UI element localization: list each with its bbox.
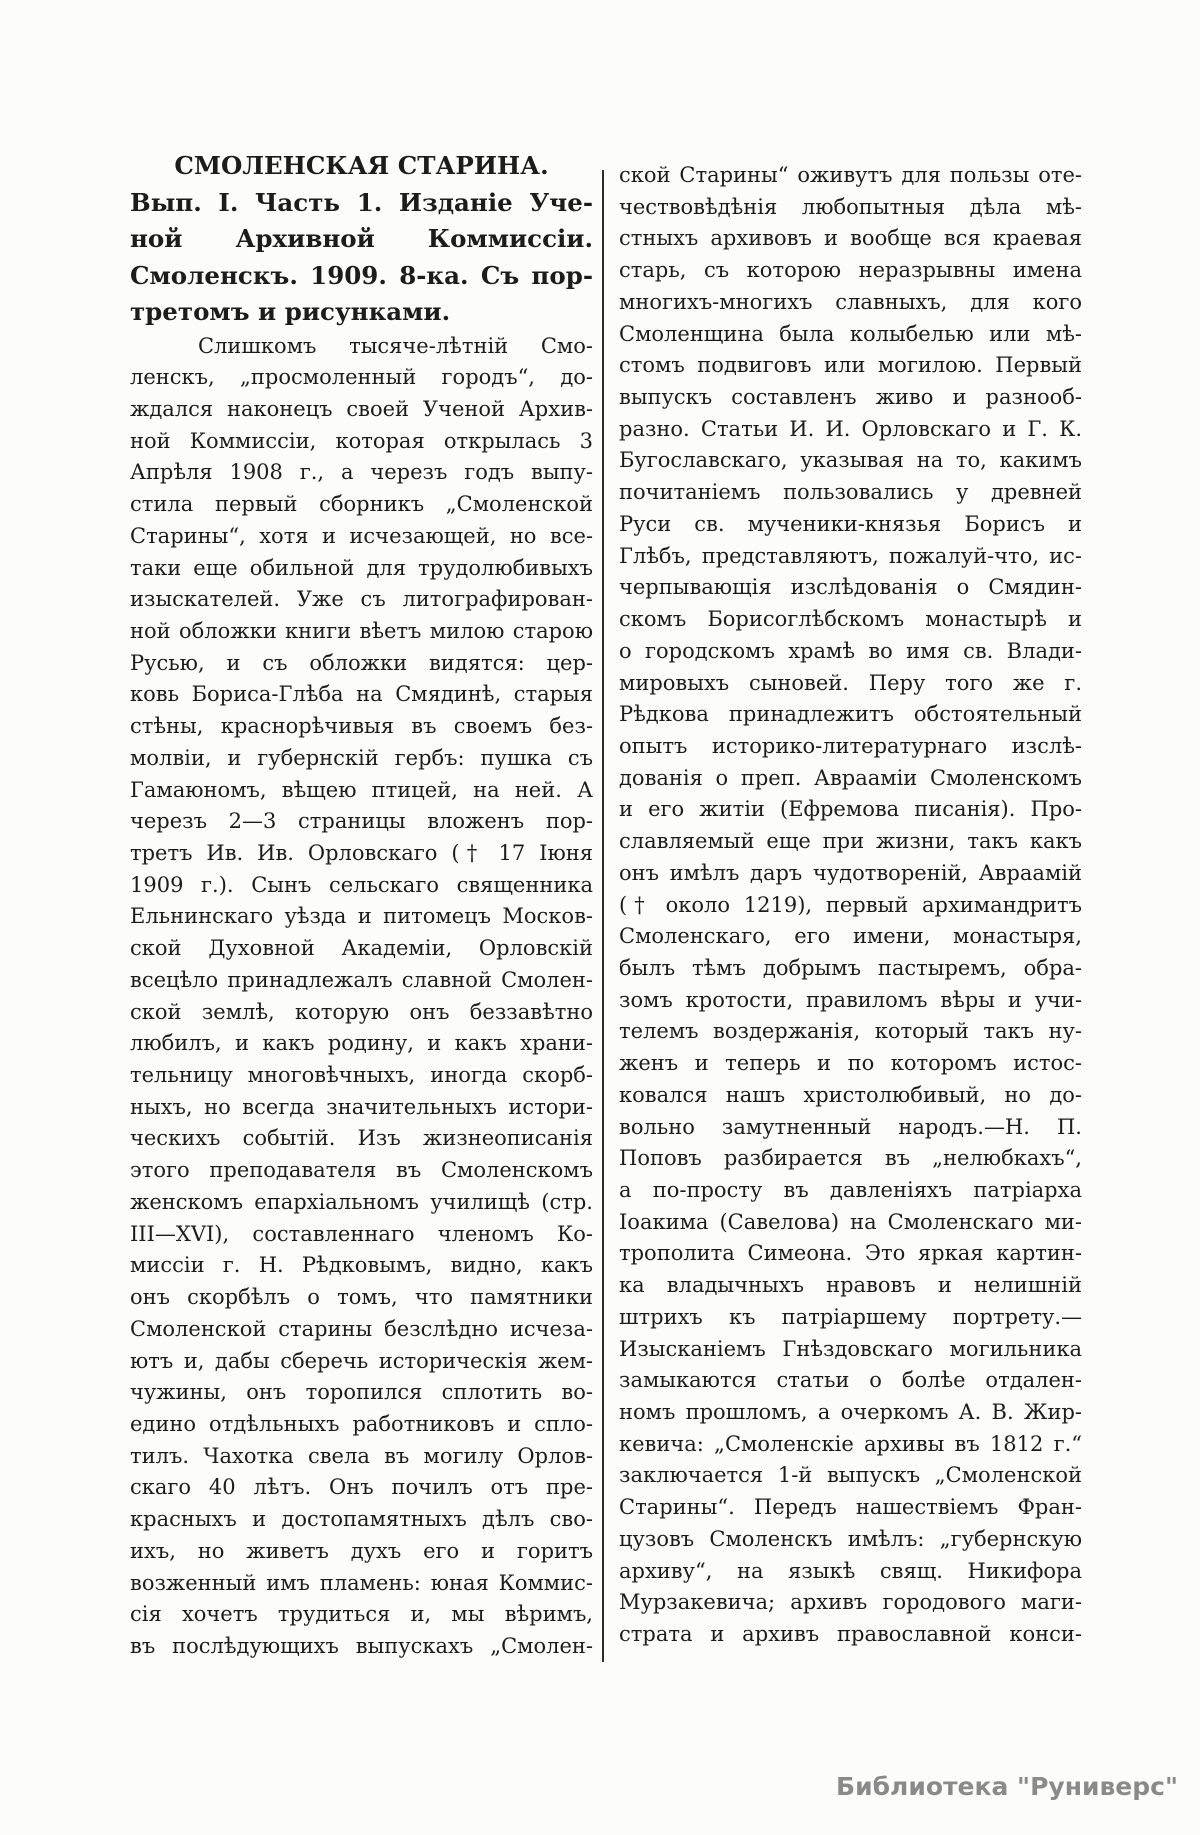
text-line: чествовѣдѣнія любопытныя дѣла мѣ- — [619, 194, 1082, 219]
left-column-text — [130, 331, 593, 1663]
text-line: многихъ-многихъ славныхъ, для кого — [619, 289, 1082, 314]
text-line: Русью, и съ обложки видятся: цер- — [130, 650, 593, 675]
text-line: опытъ историко-литературнаго изслѣ- — [619, 733, 1082, 758]
text-line: стѣны, краснорѣчивыя въ своемъ без- — [130, 714, 593, 739]
text-line: ждался наконецъ своей Ученой Архив- — [130, 396, 593, 421]
text-line: ной обложки книги вѣетъ милою старою — [130, 618, 593, 643]
text-line: чужины, онъ торопился сплотить во- — [130, 1380, 593, 1405]
text-line: ной Коммиссіи, которая открылась 3 — [130, 428, 593, 453]
text-line: Смоленскаго, его имени, монастыря, — [619, 924, 1082, 949]
text-line: Рѣдкова принадлежитъ обстоятельный — [619, 702, 1082, 727]
text-line: ковался нашъ христолюбивый, но до- — [619, 1082, 1082, 1107]
text-line: ка владычныхъ нравовъ и нелишній — [619, 1273, 1082, 1298]
text-line: третомъ и рисунками. — [130, 297, 451, 326]
text-line: ютъ и, дабы сберечь историческія жем- — [130, 1348, 593, 1373]
text-line: красныхъ и достопамятныхъ дѣлъ сво- — [130, 1507, 593, 1532]
text-line: ческихъ событій. Изъ жизнеописанія — [130, 1126, 593, 1151]
text-line: вольно замутненный народъ.—Н. П. — [619, 1114, 1082, 1139]
book-title-heading — [130, 148, 593, 331]
text-line: женскомъ епархіальномъ училищѣ (стр. — [130, 1189, 593, 1214]
text-line: разно. Статьи И. И. Орловскаго и Г. К. — [619, 416, 1082, 441]
text-line: ской Старины“ оживутъ для пользы оте- — [619, 163, 1082, 187]
text-line: дованія о преп. Аврааміи Смоленскомъ — [619, 765, 1082, 790]
text-line: Мурзакевича; архивъ городового маги- — [619, 1590, 1082, 1615]
text-line: сія хочетъ трудиться и, мы вѣримъ, — [130, 1602, 593, 1627]
text-line: телемъ воздержанія, который такъ ну- — [619, 1019, 1082, 1044]
text-line: ныхъ, но всегда значительныхъ истори- — [130, 1094, 593, 1119]
text-line: номъ прошломъ, а очеркомъ А. В. Жир- — [619, 1400, 1082, 1425]
text-line: Поповъ разбирается въ „нелюбкахъ“, — [619, 1146, 1082, 1171]
text-line: Смоленщина была колыбелью или мѣ- — [619, 321, 1082, 346]
text-line: женъ и теперь и по которомъ истос- — [619, 1051, 1082, 1076]
text-line: Бугославскаго, указывая на то, какимъ — [619, 448, 1082, 473]
text-line: тилъ. Чахотка свела въ могилу Орлов- — [130, 1443, 593, 1468]
text-line: едино отдѣльныхъ работниковъ и спло- — [130, 1411, 593, 1436]
text-line: о городскомъ храмѣ во имя св. Влади- — [619, 638, 1082, 663]
text-line: скомъ Борисоглѣбскомъ монастырѣ и — [619, 607, 1082, 632]
text-line: черезъ 2—3 страницы вложенъ пор- — [130, 809, 593, 834]
text-line: третъ Ив. Ив. Орловскаго († 17 Іюня — [130, 841, 593, 865]
text-line: 1909 г.). Сынъ сельскаго священника — [130, 872, 593, 897]
text-line: выпускъ составленъ живо и разнооб- — [619, 385, 1082, 410]
text-line: ихъ, но живетъ духъ его и горитъ — [130, 1538, 593, 1563]
text-line: скаго 40 лѣтъ. Онъ почилъ отъ пре- — [130, 1475, 593, 1500]
text-line: мировыхъ сыновей. Перу того же г. — [619, 670, 1082, 695]
text-line: Изысканіемъ Гнѣздовскаго могильника — [619, 1336, 1082, 1361]
text-line: Апрѣля 1908 г., а черезъ годъ выпу- — [130, 460, 593, 485]
text-line: зомъ кротости, правиломъ вѣры и учи- — [619, 987, 1082, 1012]
text-line: штрихъ къ патріаршему портрету.— — [619, 1304, 1082, 1329]
text-line: черпывающія изслѣдованія о Смядин- — [619, 575, 1082, 600]
text-line: Глѣбъ, представляютъ, пожалуй-что, ис- — [619, 543, 1082, 568]
right-column-text — [619, 160, 1082, 1651]
text-line: Слишкомъ тысяче-лѣтній Смо- — [198, 333, 593, 358]
text-line: возженный имъ пламень: юная Коммис- — [130, 1570, 593, 1595]
text-line: Руси св. мученики-князья Борисъ и — [619, 511, 1082, 536]
text-line: Старины“, хотя и исчезающей, но все- — [130, 523, 593, 548]
text-line: славляемый еще при жизни, такъ какъ — [619, 829, 1082, 854]
left-column — [130, 148, 593, 1663]
text-line: таки еще обильной для трудолюбивыхъ — [130, 555, 593, 580]
text-line: стила первый сборникъ „Смоленской — [130, 492, 593, 517]
text-line: онъ имѣлъ даръ чудотвореній, Авраамій — [619, 860, 1082, 885]
text-line: СМОЛЕНСКАЯ СТАРИНА. — [174, 151, 549, 180]
text-line: цузовъ Смоленскъ имѣлъ: „губернскую — [619, 1526, 1082, 1551]
text-line: почитаніемъ пользовались у древней — [619, 480, 1082, 505]
text-line: этого преподавателя въ Смоленскомъ — [130, 1158, 593, 1183]
text-line: миссіи г. Н. Рѣдковымъ, видно, какъ — [130, 1253, 593, 1278]
library-watermark: Библиотека "Руниверс" — [836, 1772, 1178, 1801]
text-line: тельницу многовѣчныхъ, иногда скорб- — [130, 1063, 593, 1088]
text-line: замыкаются статьи о болѣе отдален- — [619, 1368, 1082, 1393]
text-line: и его житіи (Ефремова писанія). Про- — [619, 797, 1082, 822]
text-line: а по-просту въ давленіяхъ патріарха — [619, 1178, 1082, 1202]
text-line: старь, съ которою неразрывны имена — [619, 258, 1082, 283]
text-line: ной Архивной Коммиссіи. — [130, 224, 593, 253]
text-line: изыскателей. Уже съ литографирован- — [130, 587, 593, 612]
text-line: ской землѣ, которую онъ беззавѣтно — [130, 999, 593, 1024]
text-line: ковь Бориса-Глѣба на Смядинѣ, старыя — [130, 682, 593, 707]
text-line: кевича: „Смоленскіе архивы въ 1812 г.“ — [619, 1431, 1082, 1456]
text-line: молвіи, и губернскій гербъ: пушка съ — [130, 745, 593, 770]
text-line: Смоленскъ. 1909. 8-ка. Съ пор- — [130, 260, 593, 290]
text-line: Смоленской старины безслѣдно исчеза- — [130, 1316, 593, 1341]
text-line: трополита Симеона. Это яркая картин- — [619, 1241, 1082, 1266]
text-line: ской Духовной Академіи, Орловскій — [130, 936, 593, 961]
text-line: Вып. I. Часть 1. Изданіе Уче- — [130, 187, 593, 217]
text-line: всецѣло принадлежалъ славной Смолен- — [130, 967, 593, 992]
text-line: любилъ, и какъ родину, и какъ храни- — [130, 1031, 593, 1056]
text-line: († около 1219), первый архимандритъ — [619, 892, 1082, 917]
text-line: стомъ подвиговъ или могилою. Первый — [619, 353, 1082, 378]
text-line: заключается 1-й выпускъ „Смоленской — [619, 1463, 1082, 1488]
text-line: въ послѣдующихъ выпускахъ „Смолен- — [130, 1633, 593, 1658]
text-line: страта и архивъ православной конси- — [619, 1622, 1082, 1647]
text-line: былъ тѣмъ добрымъ пастыремъ, обра- — [619, 955, 1082, 980]
text-line: Старины“. Передъ нашествіемъ Фран- — [619, 1495, 1082, 1520]
text-line: онъ скорбѣлъ о томъ, что памятники — [130, 1285, 593, 1310]
text-line: Ельнинскаго уѣзда и питомецъ Москов- — [130, 904, 593, 929]
text-line: стныхъ архивовъ и вообще вся краевая — [619, 226, 1082, 251]
text-line: Гамаюномъ, вѣщею птицей, на ней. А — [130, 777, 593, 802]
text-line: архиву“, на языкѣ свящ. Никифора — [619, 1558, 1082, 1583]
text-line: Іоакима (Савелова) на Смоленскаго ми- — [619, 1209, 1082, 1234]
text-line: III—XVI), составленнаго членомъ Ко- — [130, 1221, 593, 1246]
column-divider-rule — [602, 170, 604, 1662]
text-line: ленскъ, „просмоленный городъ“, до- — [130, 365, 593, 390]
